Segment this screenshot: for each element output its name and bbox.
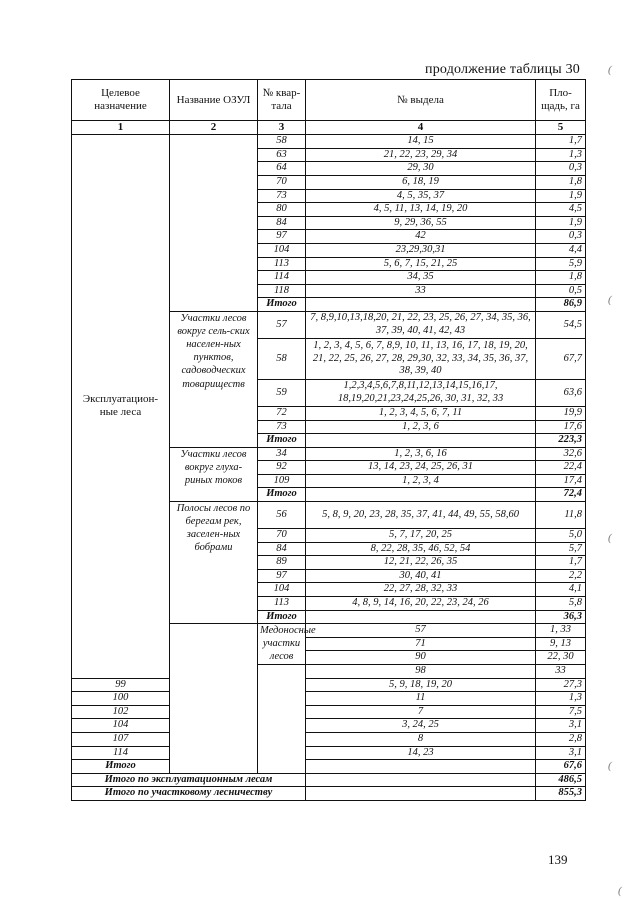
header-purpose: Целевое назначение	[72, 80, 170, 121]
kvartal-cell: 97	[258, 230, 306, 244]
vydel-cell: 1, 2, 3, 6	[306, 420, 536, 434]
vydel-cell: 14, 15	[306, 135, 536, 149]
vydel-cell: 1, 2, 3, 6, 16	[306, 447, 536, 461]
empty-cell	[306, 610, 536, 624]
subtotal-value: 86,9	[536, 298, 586, 312]
margin-mark: (	[608, 532, 612, 544]
vydel-cell: 4, 8, 9, 14, 16, 20, 22, 23, 24, 26	[306, 597, 536, 611]
kvartal-cell: 114	[258, 271, 306, 285]
kvartal-cell: 58	[258, 135, 306, 149]
ozul-cell: Медоносные участки лесов	[258, 624, 306, 665]
vydel-cell: 29, 30	[306, 162, 536, 176]
grand-total-label: Итого по участковому лесничеству	[72, 787, 306, 801]
vydel-cell: 33	[536, 665, 586, 679]
header-ozul: Название ОЗУЛ	[170, 80, 258, 121]
kvartal-cell: 80	[258, 203, 306, 217]
header-row	[72, 80, 586, 121]
area-cell: 1,3	[536, 692, 586, 706]
column-number-row	[72, 121, 586, 135]
kvartal-cell: 107	[72, 732, 170, 746]
vydel-cell: 30, 40, 41	[306, 569, 536, 583]
vydel-cell: 11	[306, 692, 536, 706]
grand-total-value: 486,5	[536, 773, 586, 787]
kvartal-cell: 102	[72, 705, 170, 719]
subtotal-value: 72,4	[536, 488, 586, 502]
column-number: 2	[170, 121, 258, 135]
vydel-cell: 4, 5, 11, 13, 14, 19, 20	[306, 203, 536, 217]
kvartal-cell: 57	[306, 624, 536, 638]
table-row	[72, 692, 586, 706]
vydel-cell: 3, 24, 25	[306, 719, 536, 733]
vydel-cell: 9, 13	[536, 637, 586, 651]
subtotal-label: Итого	[258, 610, 306, 624]
kvartal-cell: 73	[258, 189, 306, 203]
area-cell: 67,7	[536, 338, 586, 379]
kvartal-cell: 84	[258, 216, 306, 230]
ozul-cell: Полосы лесов по берегам рек, заселен-ных бобрами	[170, 502, 258, 624]
vydel-cell: 12, 21, 22, 26, 35	[306, 556, 536, 570]
area-cell: 5,7	[536, 542, 586, 556]
vydel-cell: 1, 2, 3, 4, 5, 6, 7, 8,9, 10, 11, 13, 16, 17, 18, 19, 20, 21, 22, 25, 26, 27, 28, 29,30, 32, 33, 34, 35, 36, 37, 38, 39, 40	[306, 338, 536, 379]
kvartal-cell: 104	[258, 243, 306, 257]
kvartal-cell: 72	[258, 406, 306, 420]
kvartal-cell: 104	[72, 719, 170, 733]
grand-total-label: Итого по эксплуатационным лесам	[72, 773, 306, 787]
kvartal-cell: 92	[258, 461, 306, 475]
margin-mark: (	[608, 64, 612, 76]
purpose-cell: Эксплуатацион-ные леса	[72, 135, 170, 678]
area-cell: 54,5	[536, 311, 586, 338]
grand-total-row	[72, 773, 586, 787]
vydel-cell: 42	[306, 230, 536, 244]
vydel-cell: 7	[306, 705, 536, 719]
area-cell: 2,2	[536, 569, 586, 583]
vydel-cell: 9, 29, 36, 55	[306, 216, 536, 230]
kvartal-cell: 98	[306, 665, 536, 679]
table-row	[72, 732, 586, 746]
kvartal-cell: 89	[258, 556, 306, 570]
area-cell: 0,3	[536, 162, 586, 176]
vydel-cell: 5, 7, 17, 20, 25	[306, 529, 536, 543]
empty-cell	[306, 773, 536, 787]
vydel-cell: 21, 22, 23, 29, 34	[306, 148, 536, 162]
kvartal-cell: 71	[306, 637, 536, 651]
page-number: 139	[548, 852, 568, 867]
subtotal-label: Итого	[258, 434, 306, 448]
vydel-cell: 8	[306, 732, 536, 746]
vydel-cell: 5, 8, 9, 20, 23, 28, 35, 37, 41, 44, 49, 55, 58,60	[306, 502, 536, 529]
empty-cell	[306, 760, 536, 774]
area-cell: 1,8	[536, 175, 586, 189]
empty-cell	[306, 787, 536, 801]
area-cell: 63,6	[536, 379, 586, 406]
table-body	[72, 80, 586, 774]
grand-total-value: 855,3	[536, 787, 586, 801]
area-cell: 5,9	[536, 257, 586, 271]
margin-mark: (	[608, 294, 612, 306]
kvartal-cell: 97	[258, 569, 306, 583]
area-cell: 17,6	[536, 420, 586, 434]
vydel-cell: 33	[306, 284, 536, 298]
kvartal-cell: 99	[72, 678, 170, 692]
ozul-cell	[258, 665, 306, 774]
vydel-cell: 1, 33	[536, 624, 586, 638]
vydel-cell: 5, 9, 18, 19, 20	[306, 678, 536, 692]
ozul-cell	[170, 135, 258, 312]
subtotal-label: Итого	[258, 298, 306, 312]
subtotal-value: 67,6	[536, 760, 586, 774]
vydel-cell: 1,2,3,4,5,6,7,8,11,12,13,14,15,16,17, 18,19,20,21,23,24,25,26, 30, 31, 32, 33	[306, 379, 536, 406]
area-cell: 17,4	[536, 474, 586, 488]
margin-mark: (	[608, 760, 612, 772]
kvartal-cell: 104	[258, 583, 306, 597]
kvartal-cell: 64	[258, 162, 306, 176]
area-cell: 27,3	[536, 678, 586, 692]
header-kvartal: № квар-тала	[258, 80, 306, 121]
kvartal-cell: 57	[258, 311, 306, 338]
vydel-cell: 8, 22, 28, 35, 46, 52, 54	[306, 542, 536, 556]
subtotal-value: 36,3	[536, 610, 586, 624]
area-cell: 4,1	[536, 583, 586, 597]
empty-cell	[306, 434, 536, 448]
empty-cell	[306, 298, 536, 312]
table-row	[72, 746, 586, 760]
area-cell: 3,1	[536, 746, 586, 760]
column-number: 1	[72, 121, 170, 135]
table-row	[72, 135, 586, 149]
kvartal-cell: 100	[72, 692, 170, 706]
ozul-cell: Участки лесов вокруг глуха-риных токов	[170, 447, 258, 501]
area-cell: 0,5	[536, 284, 586, 298]
subtotal-row	[72, 760, 586, 774]
vydel-cell: 5, 6, 7, 15, 21, 25	[306, 257, 536, 271]
table-row	[72, 719, 586, 733]
kvartal-cell: 73	[258, 420, 306, 434]
vydel-cell: 13, 14, 23, 24, 25, 26, 31	[306, 461, 536, 475]
vydel-cell: 1, 2, 3, 4	[306, 474, 536, 488]
kvartal-cell: 70	[258, 529, 306, 543]
kvartal-cell: 84	[258, 542, 306, 556]
area-cell: 2,8	[536, 732, 586, 746]
vydel-cell: 1, 2, 3, 4, 5, 6, 7, 11	[306, 406, 536, 420]
area-cell: 1,9	[536, 216, 586, 230]
area-cell: 19,9	[536, 406, 586, 420]
area-cell: 5,0	[536, 529, 586, 543]
area-cell: 1,7	[536, 556, 586, 570]
area-cell: 32,6	[536, 447, 586, 461]
purpose-cell	[170, 624, 258, 774]
kvartal-cell: 114	[72, 746, 170, 760]
subtotal-label: Итого	[72, 760, 170, 774]
forest-allocation-table	[71, 79, 586, 801]
header-area: Пло-щадь, га	[536, 80, 586, 121]
subtotal-label: Итого	[258, 488, 306, 502]
area-cell: 5,8	[536, 597, 586, 611]
subtotal-value: 223,3	[536, 434, 586, 448]
vydel-cell: 34, 35	[306, 271, 536, 285]
area-cell: 1,7	[536, 135, 586, 149]
kvartal-cell: 70	[258, 175, 306, 189]
kvartal-cell: 109	[258, 474, 306, 488]
vydel-cell: 22, 27, 28, 32, 33	[306, 583, 536, 597]
kvartal-cell: 58	[258, 338, 306, 379]
column-number: 3	[258, 121, 306, 135]
kvartal-cell: 63	[258, 148, 306, 162]
table-continuation-caption: продолжение таблицы 30	[425, 62, 580, 77]
vydel-cell: 6, 18, 19	[306, 175, 536, 189]
margin-mark: (	[618, 885, 622, 897]
area-cell: 1,3	[536, 148, 586, 162]
area-cell: 11,8	[536, 502, 586, 529]
kvartal-cell: 90	[306, 651, 536, 665]
column-number: 5	[536, 121, 586, 135]
ozul-cell: Участки лесов вокруг сель-ских населен-ных пунктов, садоводческих товариществ	[170, 311, 258, 447]
area-cell: 7,5	[536, 705, 586, 719]
vydel-cell: 14, 23	[306, 746, 536, 760]
area-cell: 22,4	[536, 461, 586, 475]
area-cell: 1,9	[536, 189, 586, 203]
grand-totals	[72, 773, 586, 800]
vydel-cell: 4, 5, 35, 37	[306, 189, 536, 203]
column-number: 4	[306, 121, 536, 135]
empty-cell	[306, 488, 536, 502]
grand-total-row	[72, 787, 586, 801]
kvartal-cell: 113	[258, 597, 306, 611]
table-row	[72, 705, 586, 719]
kvartal-cell: 113	[258, 257, 306, 271]
table-row	[72, 678, 586, 692]
area-cell: 1,8	[536, 271, 586, 285]
vydel-cell: 7, 8,9,10,13,18,20, 21, 22, 23, 25, 26, 27, 34, 35, 36, 37, 39, 40, 41, 42, 43	[306, 311, 536, 338]
kvartal-cell: 59	[258, 379, 306, 406]
area-cell: 4,5	[536, 203, 586, 217]
vydel-cell: 22, 30	[536, 651, 586, 665]
header-vydel: № выдела	[306, 80, 536, 121]
kvartal-cell: 34	[258, 447, 306, 461]
kvartal-cell: 118	[258, 284, 306, 298]
area-cell: 4,4	[536, 243, 586, 257]
area-cell: 3,1	[536, 719, 586, 733]
kvartal-cell: 56	[258, 502, 306, 529]
vydel-cell: 23,29,30,31	[306, 243, 536, 257]
area-cell: 0,3	[536, 230, 586, 244]
